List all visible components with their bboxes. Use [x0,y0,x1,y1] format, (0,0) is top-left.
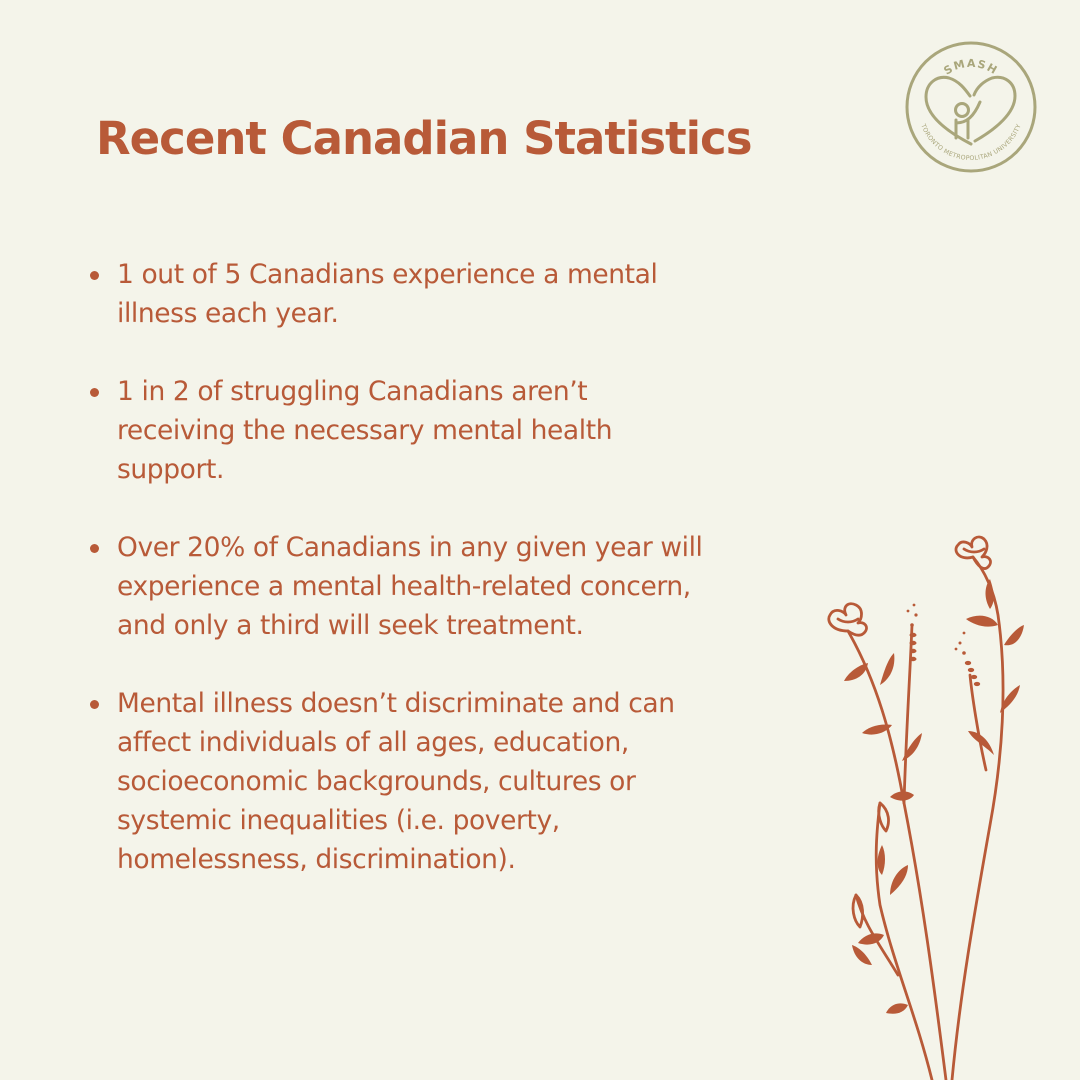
statistic-item [87,255,707,333]
statistics-list [87,255,707,918]
statistic-item [87,528,707,645]
statistic-text: Mental illness doesn’t discriminate and can affect individuals of all ages, education, socioeconomic backgrounds, cultures or systemic inequalities (i.e. poverty, homelessness, discrimination). [117,688,675,875]
statistic-text: 1 in 2 of struggling Canadians aren’t receiving the necessary mental health support. [117,376,613,485]
statistic-item [87,372,707,489]
logo-name: SMASH [941,56,1001,78]
bullet-icon [90,544,99,553]
statistic-item [87,684,707,879]
bullet-icon [90,700,99,709]
bullet-icon [90,271,99,280]
logo-subtitle: TORONTO METROPOLITAN UNIVERSITY [919,123,1023,163]
statistic-text: Over 20% of Canadians in any given year will experience a mental health-related concern, and only a third will seek treatment. [117,532,703,641]
smash-logo [904,40,1038,174]
bullet-icon [90,388,99,397]
flower-illustration [818,535,1028,1080]
page-title: Recent Canadian Statistics [96,112,752,165]
statistic-text: 1 out of 5 Canadians experience a mental illness each year. [117,259,658,329]
heart-person-icon [926,77,1015,144]
